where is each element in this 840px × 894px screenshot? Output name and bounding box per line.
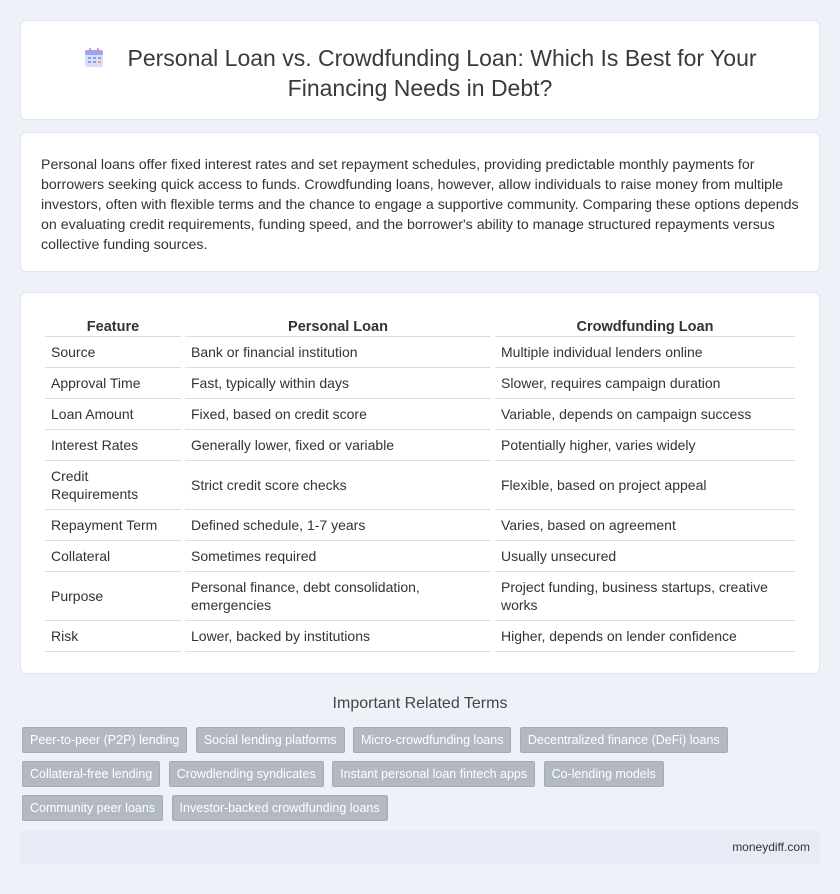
table-cell: Risk	[45, 621, 181, 652]
table-cell: Purpose	[45, 572, 181, 621]
related-term-tag[interactable]: Decentralized finance (DeFi) loans	[520, 727, 728, 753]
related-term-tag[interactable]: Investor-backed crowdfunding loans	[172, 795, 388, 821]
table-row	[45, 337, 795, 368]
table-cell: Fast, typically within days	[185, 368, 491, 399]
related-terms-list	[22, 727, 812, 829]
calendar-icon	[83, 47, 105, 69]
header-feature: Feature	[45, 315, 181, 337]
table-cell: Loan Amount	[45, 399, 181, 430]
table-cell: Potentially higher, varies widely	[495, 430, 795, 461]
table-cell: Slower, requires campaign duration	[495, 368, 795, 399]
table-cell: Sometimes required	[185, 541, 491, 572]
table-row	[45, 430, 795, 461]
table-row	[45, 621, 795, 652]
table-cell: Defined schedule, 1-7 years	[185, 510, 491, 541]
comparison-card	[20, 292, 820, 674]
table-row	[45, 510, 795, 541]
table-row	[45, 461, 795, 510]
table-cell: Strict credit score checks	[185, 461, 491, 510]
table-cell: Approval Time	[45, 368, 181, 399]
related-term-tag[interactable]: Community peer loans	[22, 795, 163, 821]
related-term-tag[interactable]: Crowdlending syndicates	[169, 761, 324, 787]
related-term-tag[interactable]: Instant personal loan fintech apps	[332, 761, 535, 787]
table-cell: Fixed, based on credit score	[185, 399, 491, 430]
table-cell: Credit Requirements	[45, 461, 181, 510]
header-crowdfunding-loan: Crowdfunding Loan	[495, 315, 795, 337]
table-cell: Source	[45, 337, 181, 368]
footer	[20, 830, 820, 864]
footer-site-link[interactable]: moneydiff.com	[732, 840, 810, 854]
title-card	[20, 20, 820, 120]
table-cell: Generally lower, fixed or variable	[185, 430, 491, 461]
page-title: Personal Loan vs. Crowdfunding Loan: Which Is Best for Your Financing Needs in Debt?	[127, 45, 757, 101]
table-header-row	[45, 315, 795, 337]
table-cell: Usually unsecured	[495, 541, 795, 572]
intro-card	[20, 132, 820, 272]
page-title-wrap	[21, 43, 819, 103]
header-personal-loan: Personal Loan	[185, 315, 491, 337]
related-term-tag[interactable]: Social lending platforms	[196, 727, 345, 753]
table-cell: Collateral	[45, 541, 181, 572]
table-cell: Interest Rates	[45, 430, 181, 461]
table-row	[45, 572, 795, 621]
table-cell: Higher, depends on lender confidence	[495, 621, 795, 652]
intro-paragraph: Personal loans offer fixed interest rates and set repayment schedules, providing predictable monthly payments for borrowers seeking quick access to funds. Crowdfunding loans, however, allow individuals to raise money from multiple investors, often with flexible terms and the chance to engage a supportive community. Comparing these options depends on evaluating credit requirements, funding speed, and the borrower's ability to manage structured repayments versus collective funding sources.	[41, 157, 799, 253]
table-row	[45, 399, 795, 430]
related-terms-heading: Important Related Terms	[332, 695, 508, 712]
table-cell: Varies, based on agreement	[495, 510, 795, 541]
table-cell: Project funding, business startups, creative works	[495, 572, 795, 621]
table-cell: Multiple individual lenders online	[495, 337, 795, 368]
related-term-tag[interactable]: Micro-crowdfunding loans	[353, 727, 511, 753]
related-term-tag[interactable]: Peer-to-peer (P2P) lending	[22, 727, 187, 753]
table-cell: Lower, backed by institutions	[185, 621, 491, 652]
table-row	[45, 368, 795, 399]
related-term-tag[interactable]: Collateral-free lending	[22, 761, 160, 787]
table-cell: Variable, depends on campaign success	[495, 399, 795, 430]
table-cell: Repayment Term	[45, 510, 181, 541]
table-row	[45, 541, 795, 572]
comparison-table	[41, 315, 799, 652]
related-term-tag[interactable]: Co-lending models	[544, 761, 664, 787]
table-cell: Bank or financial institution	[185, 337, 491, 368]
table-cell: Personal finance, debt consolidation, emergencies	[185, 572, 491, 621]
table-cell: Flexible, based on project appeal	[495, 461, 795, 510]
